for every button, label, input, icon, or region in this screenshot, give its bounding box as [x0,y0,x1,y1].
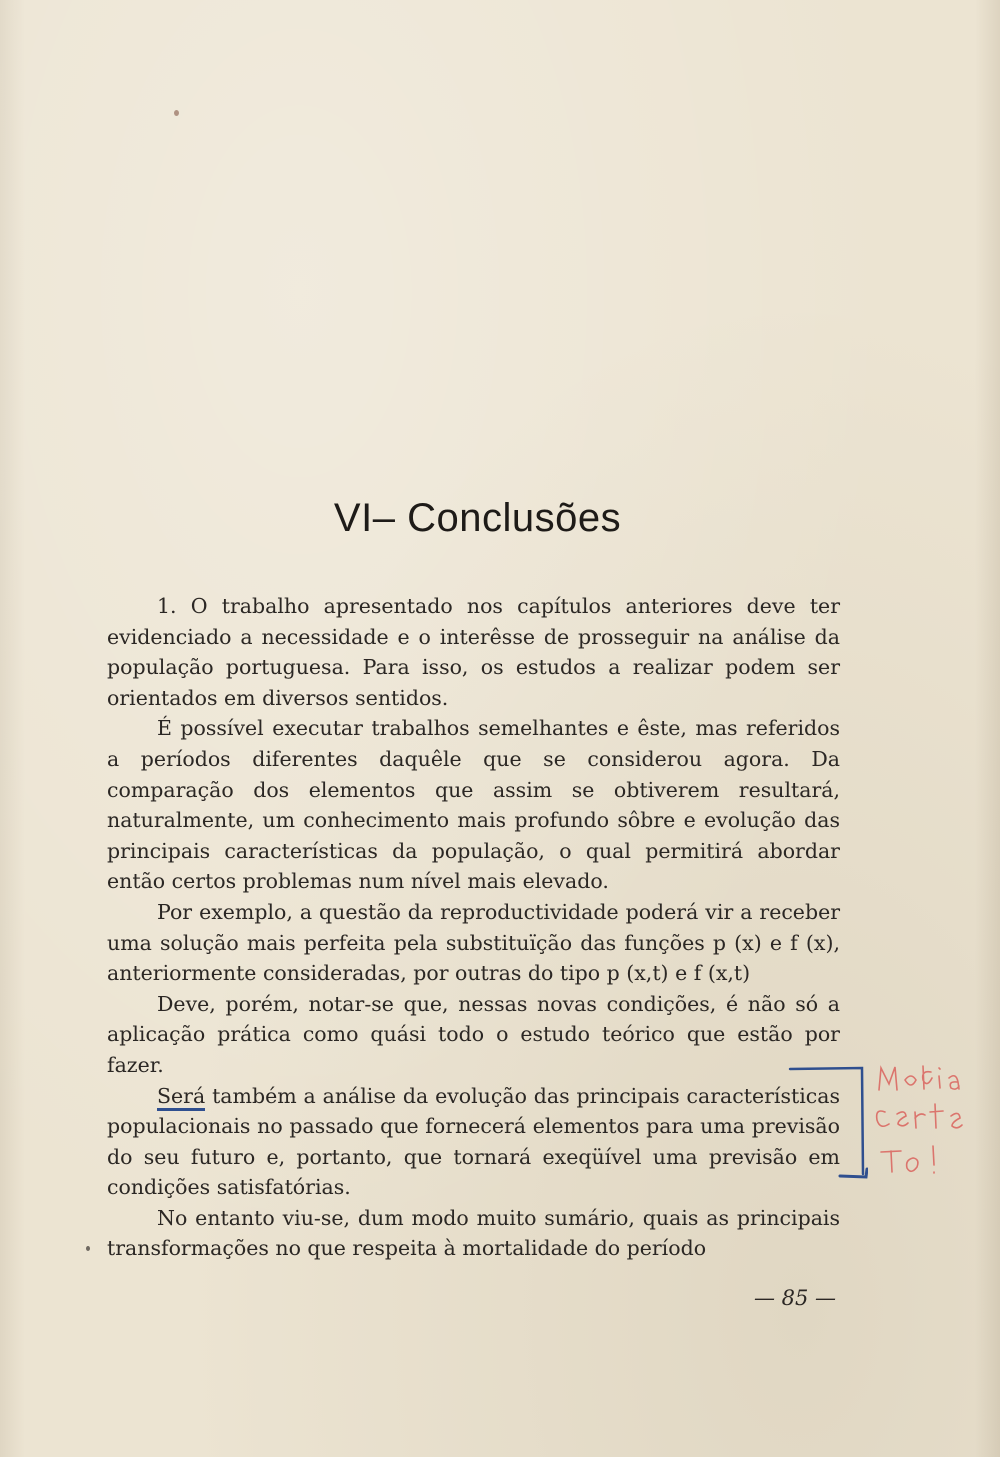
body-text [107,591,840,1264]
margin-bracket-mark [788,1066,868,1182]
page-number: — 85 — [753,1286,837,1310]
paragraph: 1. O trabalho apresentado nos capítulos anteriores deve ter evidenciado a necessidade e o interêsse de prosseguir na análise da população portuguesa. Para isso, os estudos a realizar podem ser orientados em diversos sentidos. [107,594,840,710]
paragraph: No entanto viu-se, dum modo muito sumário, quais as principais transformações no que respeita à mortalidade do período [107,1205,840,1261]
paragraph: É possível executar trabalhos semelhantes e êste, mas referidos a períodos diferentes daquêle que se considerou agora. Da comparação dos elementos que assim se obtiverem resultará, naturalmente, um conhecimento mais profundo sôbre e evolução das principais características da população, o qual permitirá abordar então certos problemas num nível mais elevado. [107,716,840,894]
chapter-title: VI– Conclusões [333,496,622,540]
underlined-word: Será [157,1084,205,1111]
handwritten-note [873,1062,998,1182]
paragraph: Por exemplo, a questão da reproductividade poderá vir a receber uma solução mais perfeita pela substituïção das funções p (x) e f (x), anteriormente consideradas, por outras do tipo p (x,t) e f (x,t) [107,899,840,986]
paragraph: Deve, porém, notar-se que, nessas novas condições, é não só a aplicação prática como quási todo o estudo teórico que estão por fazer. [107,991,840,1077]
paragraph-annotated [107,1081,840,1203]
paragraph-rest: também a análise da evolução das principais características populacionais no passado que fornecerá elementos para uma previsão do seu futuro e, portanto, que tornará exeqüível uma previsão em condições satisfatórias. [107,1083,840,1200]
stray-mark [86,1246,90,1251]
stray-mark [174,110,179,116]
